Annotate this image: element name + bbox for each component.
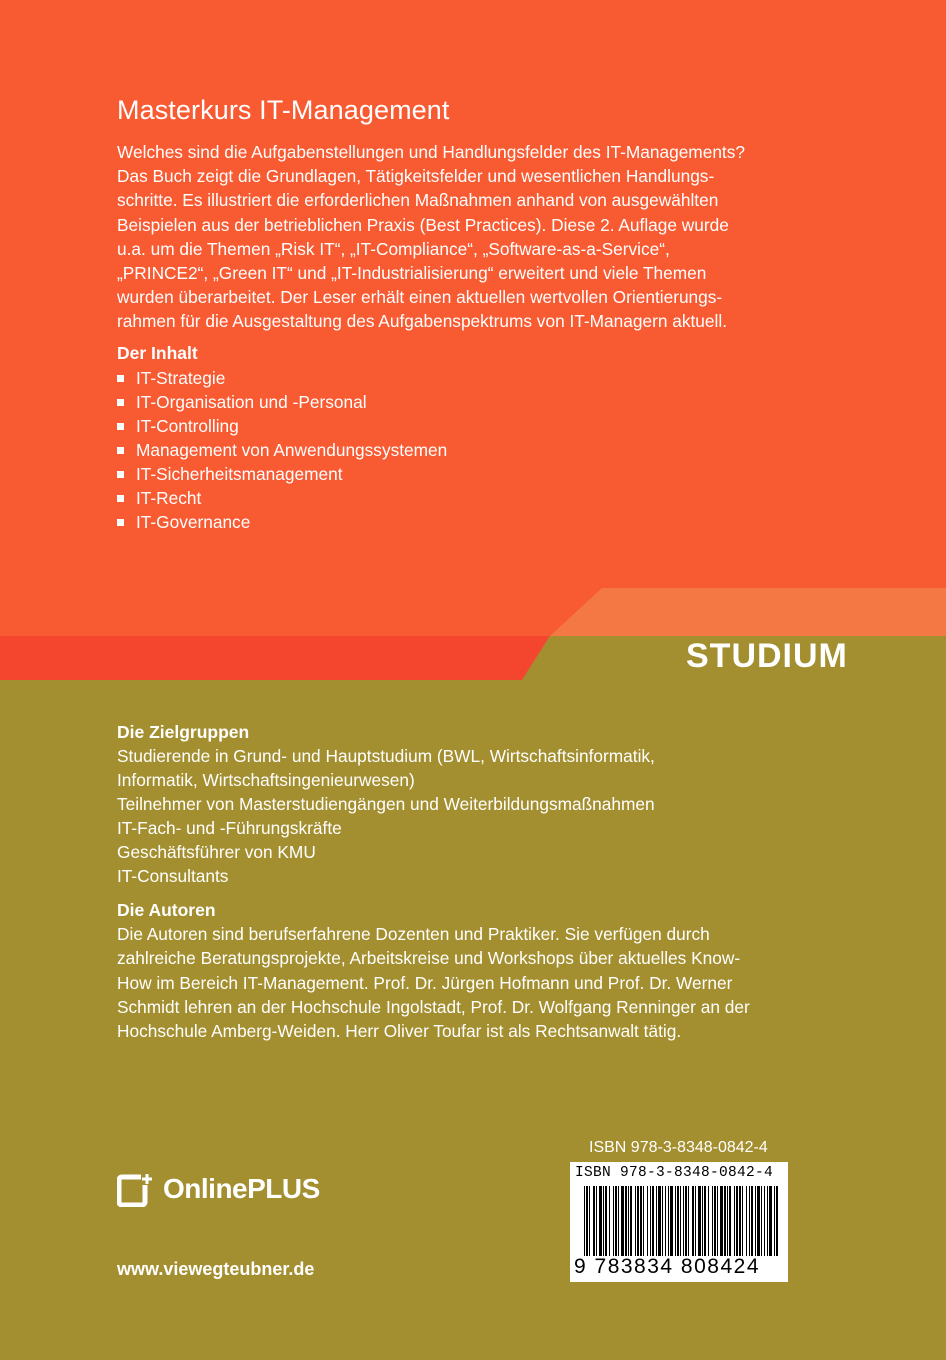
barcode-bar bbox=[677, 1186, 679, 1256]
barcode-bar bbox=[589, 1186, 590, 1256]
book-description bbox=[117, 140, 817, 334]
zielgruppen-line: Informatik, Wirtschaftsingenieurwesen) bbox=[117, 770, 415, 790]
autoren-line: Hochschule Amberg-Weiden. Herr Oliver Toufar ist als Rechtsanwalt tätig. bbox=[117, 1021, 682, 1042]
description-line: u.a. um die Themen „Risk IT“, „IT-Compliance“, „Software-as-a-Service“, bbox=[117, 238, 670, 259]
barcode-bar bbox=[764, 1186, 765, 1256]
barcode-bar bbox=[704, 1186, 706, 1256]
zielgruppen-line: Geschäftsführer von KMU bbox=[117, 842, 316, 862]
inhalt-heading: Der Inhalt bbox=[117, 343, 198, 363]
band-accent bbox=[550, 588, 946, 636]
barcode-bar bbox=[769, 1186, 772, 1256]
barcode-bar bbox=[688, 1186, 689, 1256]
barcode-bar bbox=[734, 1186, 735, 1256]
barcode-bar bbox=[708, 1186, 709, 1256]
barcode-bar bbox=[618, 1186, 619, 1256]
barcode-bar bbox=[603, 1186, 604, 1256]
barcode-bar bbox=[613, 1186, 614, 1256]
inhalt-item: IT-Strategie bbox=[117, 366, 447, 390]
description-line: wurden überarbeitet. Der Leser erhält einen aktuellen wertvollen Orientierungs- bbox=[117, 287, 723, 308]
autoren-heading: Die Autoren bbox=[117, 900, 216, 920]
barcode-bar bbox=[605, 1186, 607, 1256]
barcode-bar bbox=[680, 1186, 681, 1256]
barcode-bar bbox=[599, 1186, 602, 1256]
inhalt-item: IT-Organisation und -Personal bbox=[117, 390, 447, 414]
autoren-section bbox=[117, 898, 750, 1043]
autoren-line: Die Autoren sind berufserfahrene Dozenten und Praktiker. Sie verfügen durch bbox=[117, 924, 710, 945]
inhalt-list bbox=[117, 366, 447, 534]
barcode-bar bbox=[593, 1186, 595, 1256]
barcode-bar bbox=[742, 1186, 743, 1256]
barcode-bar bbox=[692, 1186, 694, 1256]
barcode-bar bbox=[637, 1186, 639, 1256]
inhalt-item: IT-Governance bbox=[117, 510, 447, 534]
barcode-bar bbox=[665, 1186, 666, 1256]
barcode-bar bbox=[675, 1186, 676, 1256]
barcode-bar bbox=[702, 1186, 703, 1256]
inhalt-item: Management von Anwendungssystemen bbox=[117, 438, 447, 462]
barcode-bar bbox=[628, 1186, 629, 1256]
description-line: schritte. Es illustriert die erforderlichen Maßnahmen anhand von ausgewählten bbox=[117, 190, 719, 211]
zielgruppen-line: Teilnehmer von Masterstudiengängen und Weiterbildungsmaßnahmen bbox=[117, 794, 655, 814]
barcode-bar bbox=[609, 1186, 610, 1256]
website-link[interactable]: www.viewegteubner.de bbox=[117, 1259, 315, 1279]
barcode-bar bbox=[739, 1186, 741, 1256]
barcode-bar bbox=[717, 1186, 718, 1256]
barcode-bar bbox=[668, 1186, 669, 1256]
barcode-bar bbox=[746, 1186, 747, 1256]
barcode-bar bbox=[640, 1186, 642, 1256]
zielgruppen-line: IT-Consultants bbox=[117, 866, 229, 886]
inhalt-item: IT-Controlling bbox=[117, 414, 447, 438]
inhalt-item: IT-Sicherheitsmanagement bbox=[117, 462, 447, 486]
autoren-line: How im Bereich IT-Management. Prof. Dr. Jürgen Hofmann und Prof. Dr. Werner bbox=[117, 972, 733, 993]
barcode-bar bbox=[615, 1186, 617, 1256]
barcode-bar bbox=[761, 1186, 762, 1256]
barcode-bar bbox=[685, 1186, 687, 1256]
autoren-line: zahlreiche Beratungsprojekte, Arbeitskreise und Workshops über aktuelles Know- bbox=[117, 948, 741, 969]
description-line: Beispielen aus der betrieblichen Praxis (Best Practices). Diese 2. Auflage wurde bbox=[117, 214, 729, 235]
description-line: rahmen für die Ausgestaltung des Aufgabenspektrums von IT-Managern aktuell. bbox=[117, 311, 728, 332]
barcode-bar bbox=[727, 1186, 728, 1256]
barcode-bar bbox=[749, 1186, 750, 1256]
band-red bbox=[0, 636, 550, 680]
barcode-bar bbox=[767, 1186, 768, 1256]
barcode-bar bbox=[596, 1186, 597, 1256]
barcode-bar bbox=[621, 1186, 624, 1256]
description-line: Welches sind die Aufgabenstellungen und Handlungsfelder des IT-Managements? bbox=[117, 142, 745, 162]
book-title: Masterkurs IT-Management bbox=[117, 95, 450, 125]
barcode-bar bbox=[774, 1186, 775, 1256]
barcode-bar bbox=[712, 1186, 713, 1256]
barcode-bar bbox=[650, 1186, 651, 1256]
barcode-bar bbox=[635, 1186, 636, 1256]
isbn-label: ISBN 978-3-8348-0842-4 bbox=[589, 1139, 768, 1156]
barcode-bar bbox=[584, 1186, 585, 1256]
barcode-bar bbox=[776, 1186, 778, 1256]
barcode-bar bbox=[720, 1186, 723, 1256]
barcode-bar bbox=[652, 1186, 654, 1256]
zielgruppen-section bbox=[117, 720, 655, 888]
logo-text: OnlinePLUS bbox=[163, 1173, 320, 1204]
inhalt-item: IT-Recht bbox=[117, 486, 447, 510]
autoren-line: Schmidt lehren an der Hochschule Ingolstadt, Prof. Dr. Wolfgang Renninger an der bbox=[117, 996, 750, 1017]
barcode-bar bbox=[656, 1186, 657, 1256]
barcode-bar bbox=[586, 1186, 588, 1256]
barcode-bar bbox=[658, 1186, 661, 1256]
barcode-bar bbox=[695, 1186, 696, 1256]
barcode-bar bbox=[662, 1186, 663, 1256]
barcode-header: ISBN 978-3-8348-0842-4 bbox=[575, 1165, 774, 1181]
series-label: STUDIUM bbox=[686, 637, 848, 675]
barcode-number: 9 783834 808424 bbox=[574, 1255, 760, 1278]
barcode bbox=[570, 1162, 788, 1282]
barcode-bar bbox=[698, 1186, 701, 1256]
barcode-bar bbox=[643, 1186, 644, 1256]
barcode-bar bbox=[625, 1186, 627, 1256]
barcode-bar bbox=[630, 1186, 632, 1256]
zielgruppen-heading: Die Zielgruppen bbox=[117, 722, 250, 742]
barcode-bar bbox=[647, 1186, 648, 1256]
barcode-bar bbox=[751, 1186, 753, 1256]
barcode-bar bbox=[755, 1186, 756, 1256]
zielgruppen-line: IT-Fach- und -Führungskräfte bbox=[117, 818, 342, 838]
barcode-bar bbox=[724, 1186, 726, 1256]
online-plus-icon bbox=[117, 1173, 153, 1207]
description-line: „PRINCE2“, „Green IT“ und „IT-Industrialisierung“ erweitert und viele Themen bbox=[117, 263, 707, 284]
barcode-bar bbox=[757, 1186, 760, 1256]
barcode-bar bbox=[670, 1186, 673, 1256]
barcode-bar bbox=[736, 1186, 738, 1256]
zielgruppen-line: Studierende in Grund- und Hauptstudium (BWL, Wirtschaftsinformatik, bbox=[117, 746, 655, 766]
description-line: Das Buch zeigt die Grundlagen, Tätigkeitsfelder und wesentlichen Handlungs- bbox=[117, 166, 715, 187]
barcode-bar bbox=[683, 1186, 684, 1256]
barcode-bar bbox=[714, 1186, 716, 1256]
barcode-bar bbox=[729, 1186, 731, 1256]
